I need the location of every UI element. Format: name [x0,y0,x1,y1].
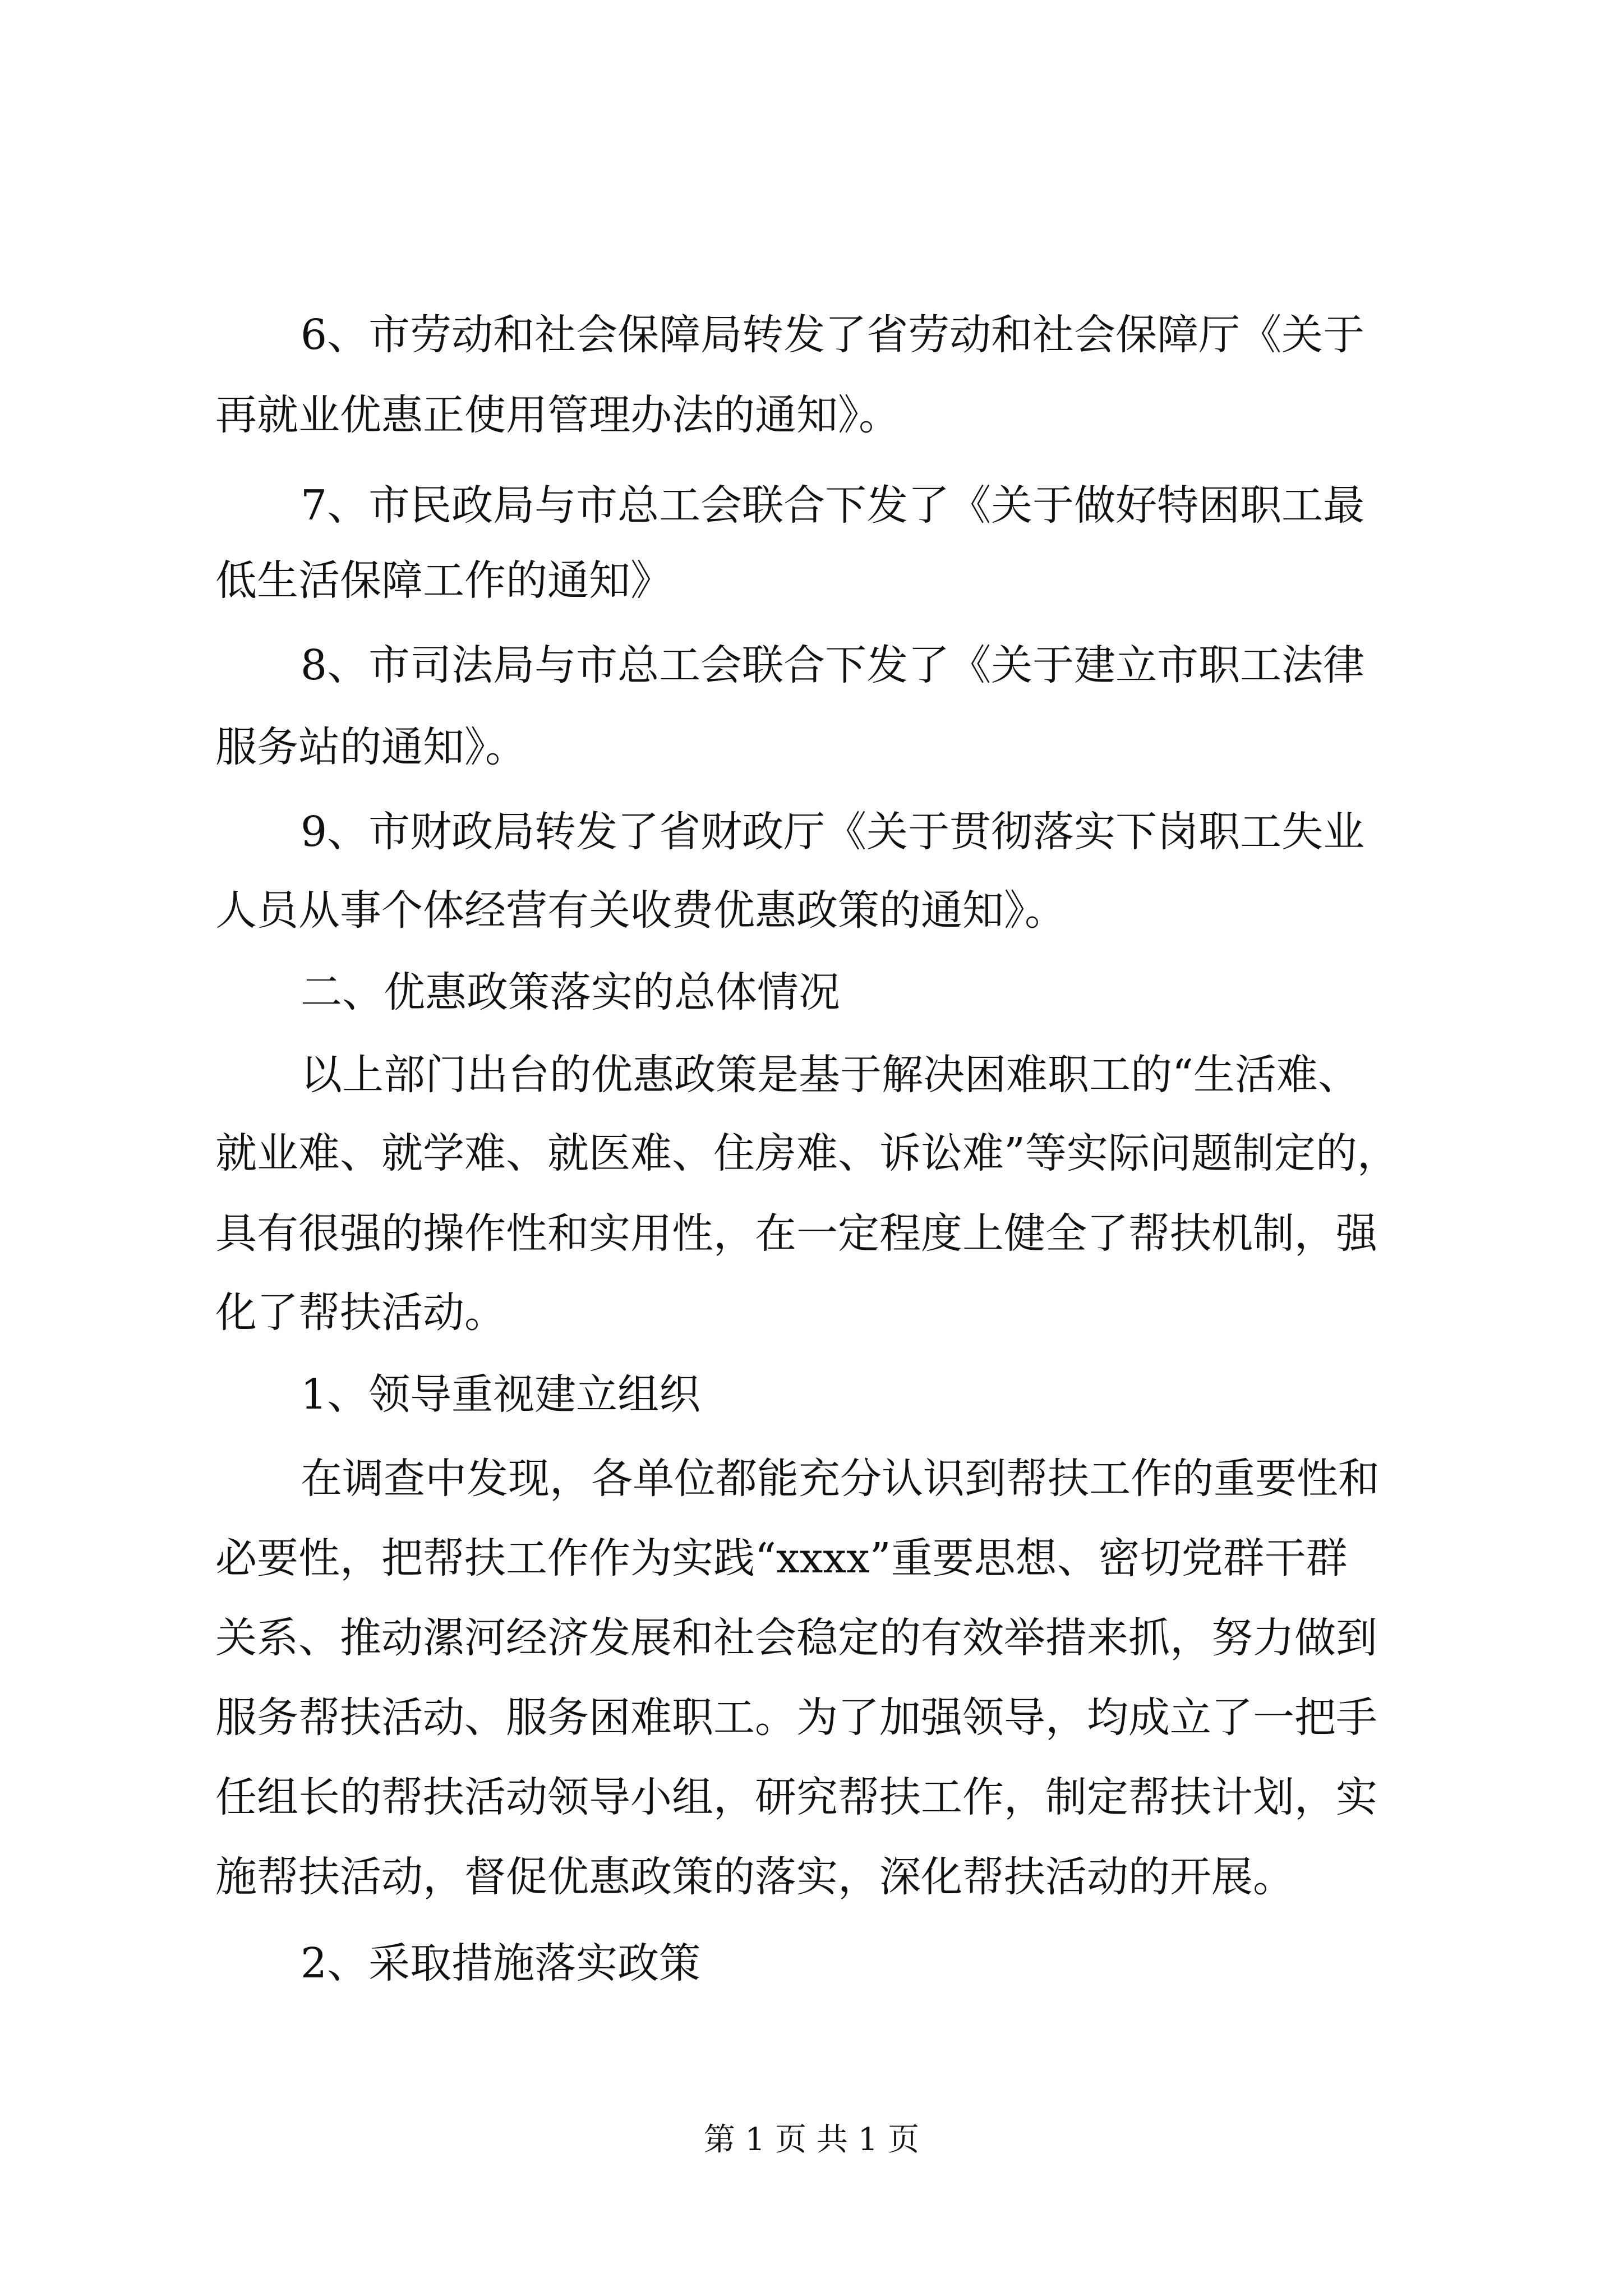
paragraph-line: 具有很强的操作性和实用性，在一定程度上健全了帮扶机制，强 [215,1209,1377,1258]
paragraph-line: 化了帮扶活动。 [215,1289,506,1337]
section-heading: 二、优惠政策落实的总体情况 [301,968,840,1016]
paragraph-line: 就业难、就学难、就医难、住房难、诉讼难”等实际问题制定的， [215,1129,1399,1177]
paragraph-line: 任组长的帮扶活动领导小组，研究帮扶工作，制定帮扶计划，实 [215,1773,1377,1821]
paragraph-line: 再就业优惠正使用管理办法的通知》。 [215,391,900,439]
page-footer: 第 1 页 共 1 页 [703,2122,920,2158]
paragraph-line: 以上部门出台的优惠政策是基于解决困难职工的“生活难、 [301,1051,1359,1099]
subsection-heading: 1、领导重视建立组织 [301,1370,701,1419]
paragraph-line: 施帮扶活动，督促优惠政策的落实，深化帮扶活动的开展。 [215,1853,1294,1901]
paragraph-line: 服务帮扶活动、服务困难职工。为了加强领导，均成立了一把手 [215,1694,1377,1742]
paragraph-line: 必要性，把帮扶工作作为实践“xxxx”重要思想、密切党群干群 [215,1534,1348,1582]
paragraph-line: 在调查中发现，各单位都能充分认识到帮扶工作的重要性和 [301,1455,1380,1503]
paragraph-line: 服务站的通知》。 [215,723,527,771]
paragraph-line: 9、市财政局转发了省财政厅《关于贯彻落实下岗职工失业 [301,808,1365,856]
paragraph-line: 关系、推动漯河经济发展和社会稳定的有效举措来抓，努力做到 [215,1614,1377,1662]
paragraph-line: 人员从事个体经营有关收费优惠政策的通知》。 [215,886,1066,935]
subsection-heading: 2、采取措施落实政策 [301,1939,701,1987]
paragraph-line: 8、市司法局与市总工会联合下发了《关于建立市职工法律 [301,641,1365,689]
paragraph-line: 低生活保障工作的通知》 [215,556,672,605]
paragraph-line: 7、市民政局与市总工会联合下发了《关于做好特困职工最 [301,481,1365,530]
paragraph-line: 6、市劳动和社会保障局转发了省劳动和社会保障厅《关于 [301,311,1365,359]
